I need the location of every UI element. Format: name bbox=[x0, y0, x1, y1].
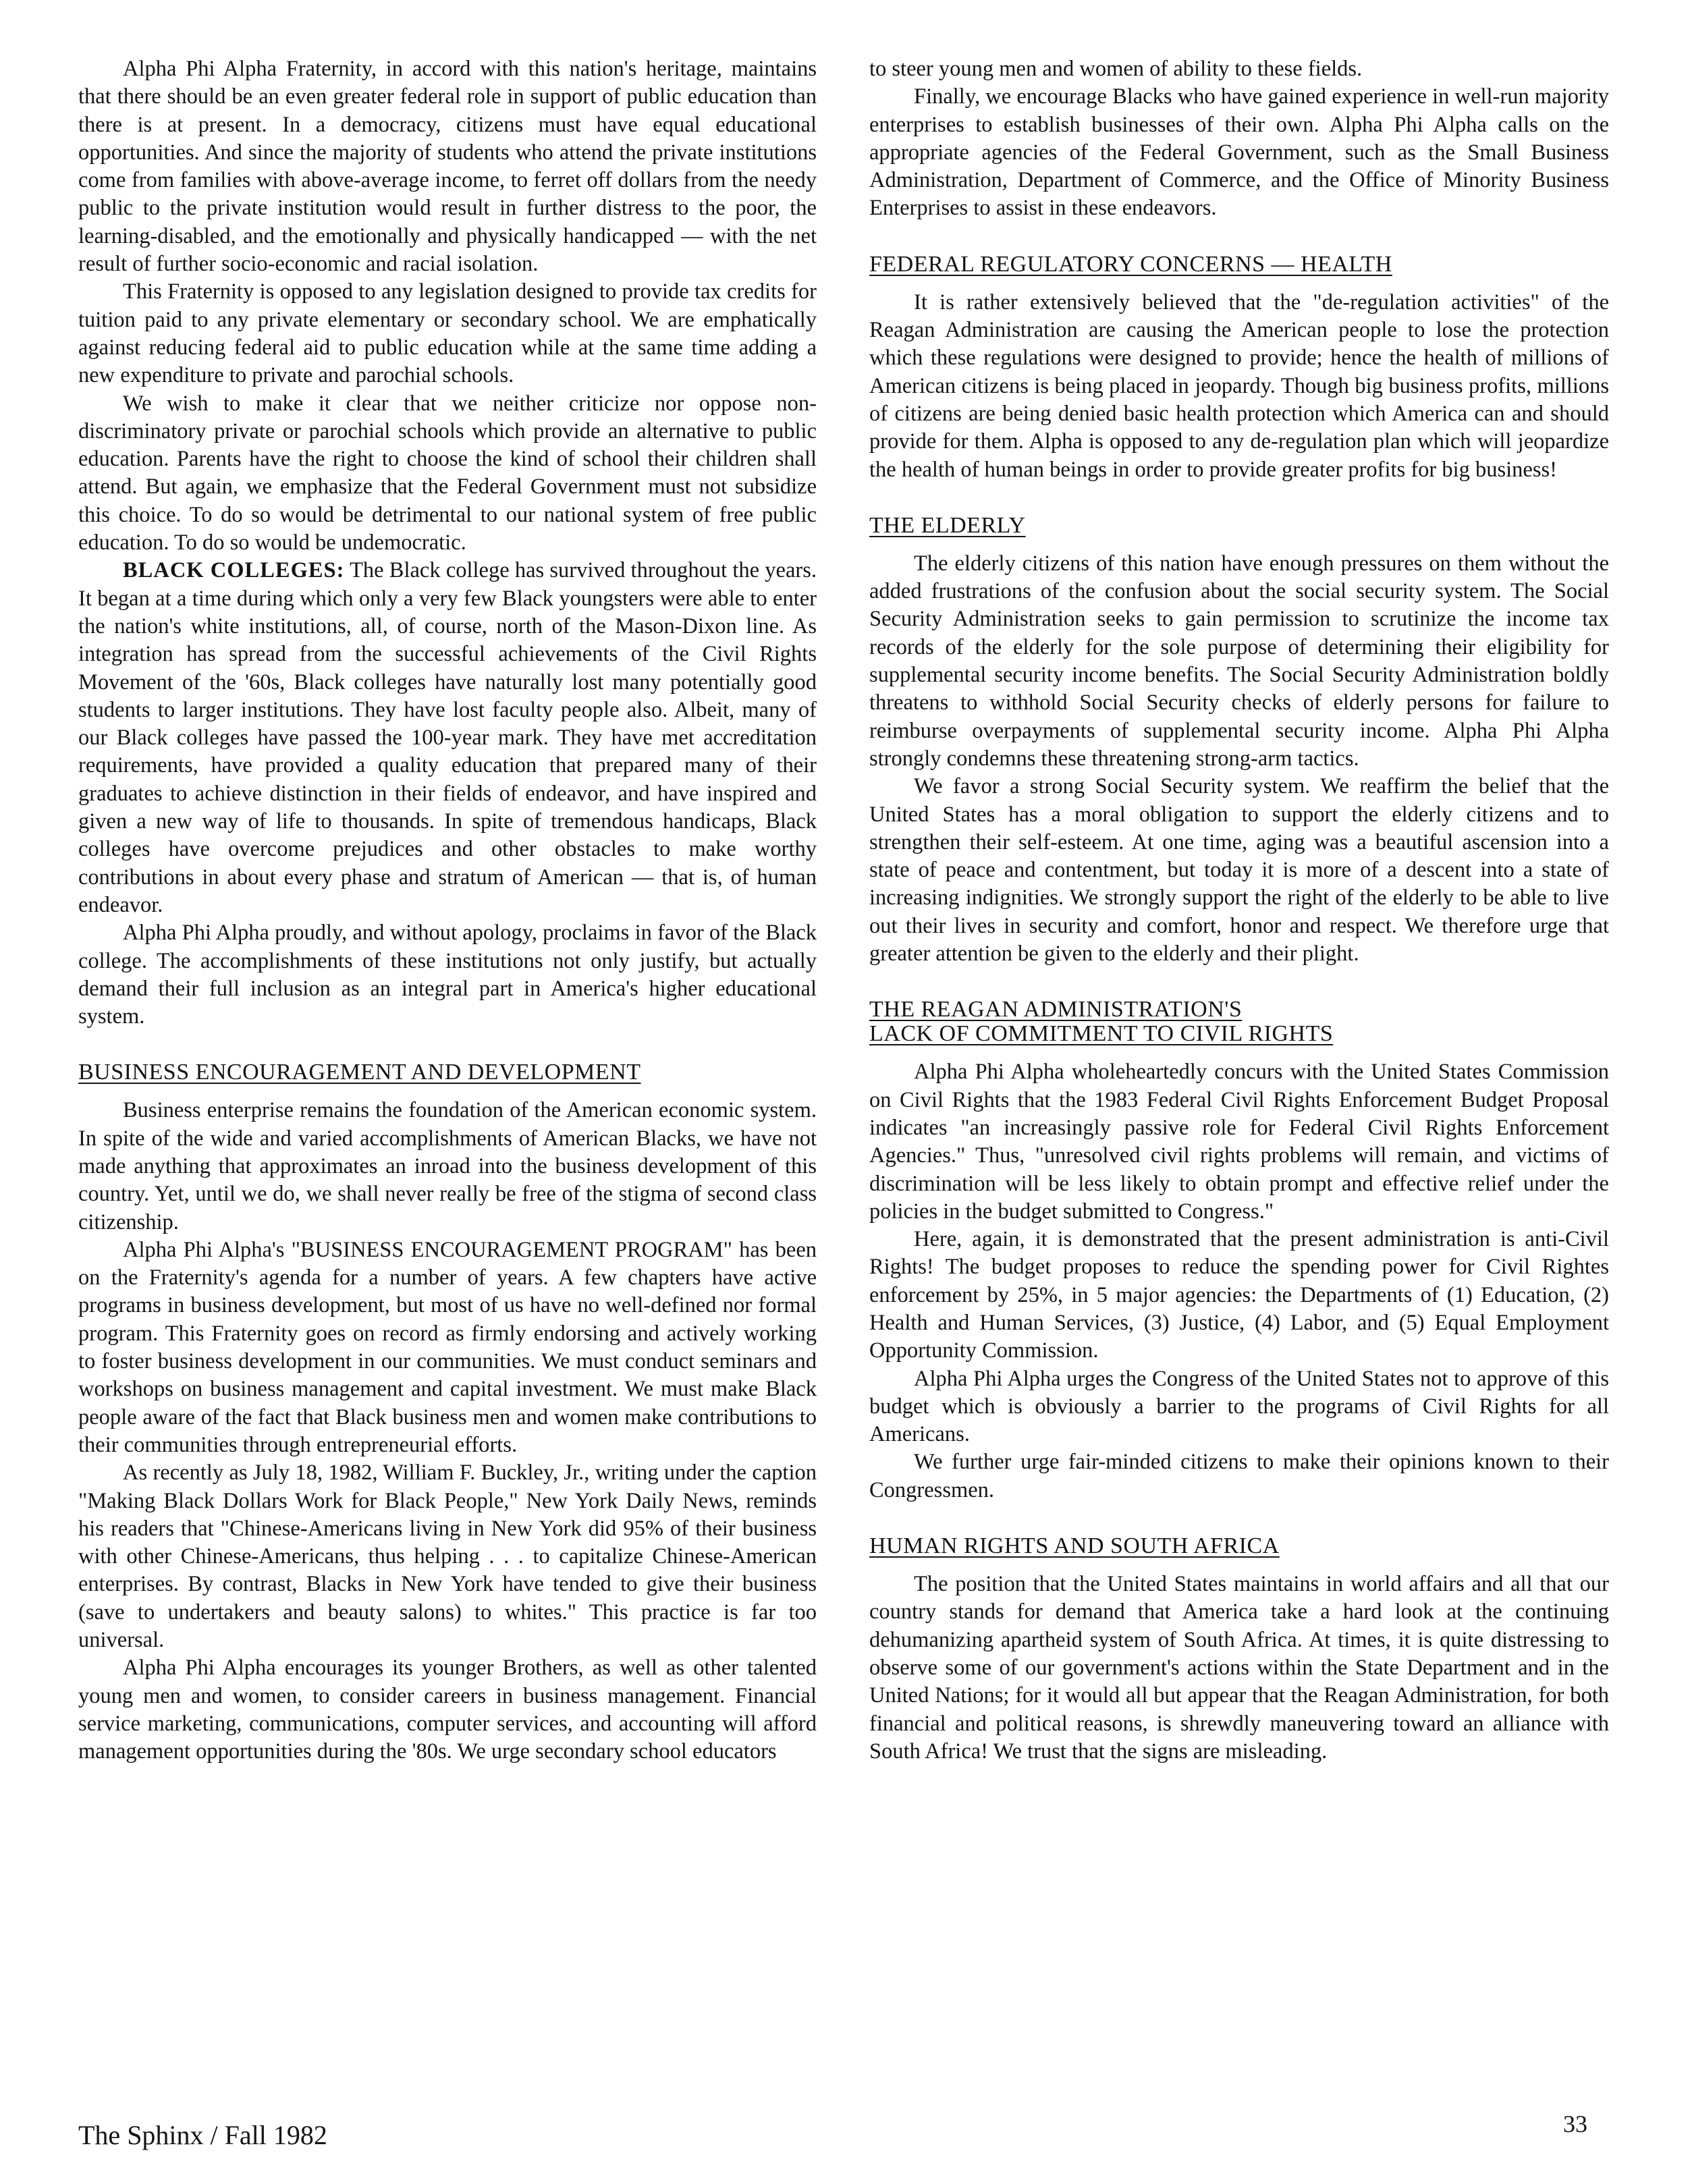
paragraph-continuation: to steer young men and women of ability to these fields. bbox=[869, 57, 1363, 81]
heading-civil-rights-line1: THE REAGAN ADMINISTRATION'S bbox=[869, 997, 1243, 1022]
left-column bbox=[78, 55, 817, 1766]
paragraph-business-closing: Finally, we encourage Blacks who have gained experience in well-run majority enterprises to establish businesses of their own. Alpha Phi Alpha calls on the appropriate agencies of the Federal Government, such as the Small Business Administration, Department of Commerce, and the Office of Minority Business Enterprises to assist in these endeavors. bbox=[869, 84, 1609, 221]
paragraph-private-schools: We wish to make it clear that we neither criticize nor oppose non-discriminatory private or parochial schools which provide an alternative to public education. Parents have the right to choose the kind of school their children shall attend. But again, we emphasize that the Federal Government must not subsidize this choice. To do so would be detrimental to our national system of free public education. To do so would be undemocratic. bbox=[78, 391, 817, 555]
paragraph-business-3: As recently as July 18, 1982, William F. Buckley, Jr., writing under the caption "Making Black Dollars Work for Black People," New York Daily News, reminds his readers that "Chinese-Americans living in New York did 95% of their business with other Chinese-Americans, thus helping . . . to capitalize Chinese-American enterprises. By contrast, Blacks in New York have tended to give their business (save to undertakers and beauty salons) to whites." This practice is far too universal. bbox=[78, 1460, 817, 1653]
paragraph-elderly-1: The elderly citizens of this nation have enough pressures on them without the added frustrations of the confusion about the social security system. The Social Security Administration seeks to gain permission to scrutinize the income tax records of the elderly for the sole purpose of determining their eligibility for supplemental security income benefits. The Social Security Administration boldly threatens to withhold Social Security checks of elderly persons for failure to reimburse overpayments of supplemental security income. Alpha Phi Alpha strongly condemns these threatening strong-arm tactics. bbox=[869, 551, 1609, 771]
paragraph-south-africa: The position that the United States maintains in world affairs and all that our country stands for demand that America take a hard look at the continuing dehumanizing apartheid system of South Africa. At times, it is quite distressing to observe some of our government's actions within the State Department and in the United Nations; for it would all but appear that the Reagan Administration, for both financial and political reasons, is shrewdly maneuvering toward an alliance with South Africa! We trust that the signs are misleading. bbox=[869, 1572, 1609, 1764]
black-colleges-lead: BLACK COLLEGES: bbox=[123, 558, 345, 583]
paragraph-business-1: Business enterprise remains the foundation of the American economic system. In spite of the wide and varied accomplishments of American Blacks, we have not made anything that approximates an inroad into the business development of this country. Yet, until we do, we shall never really be free of the stigma of second class citizenship. bbox=[78, 1098, 817, 1234]
paragraph-federal-role: Alpha Phi Alpha Fraternity, in accord with this nation's heritage, maintains that there should be an even greater federal role in support of public education than there is at present. In a democracy, citizens must have equal educational opportunities. And since the majority of students who attend the private institutions come from families with above-average income, to ferret off dollars from the needy public to the private institution would result in further distress to the poor, the learning-disabled, and the emotionally and physically handicapped — with the net result of further socio-economic and racial isolation. bbox=[78, 57, 817, 277]
heading-health: FEDERAL REGULATORY CONCERNS — HEALTH bbox=[869, 251, 1392, 277]
paragraph-business-4: Alpha Phi Alpha encourages its younger Brothers, as well as other talented young men and women, to consider careers in business management. Financial service marketing, communications, computer services, and accounting will afford management opportunities during the '80s. We urge secondary school educators bbox=[78, 1656, 817, 1764]
heading-south-africa: HUMAN RIGHTS AND SOUTH AFRICA bbox=[869, 1533, 1280, 1559]
paragraph-elderly-2: We favor a strong Social Security system. We reaffirm the belief that the United States has a moral obligation to support the elderly citizens and to strengthen their self-esteem. At one time, aging was a beautiful ascension into a state of peace and contentment, but today it is more of a descent into a state of increasing indignities. We strongly support the right of the elderly to be able to live out their lives in security and comfort, honor and respect. We therefore urge that greater attention be given to the elderly and their plight. bbox=[869, 774, 1609, 966]
heading-civil-rights-line2: LACK OF COMMITMENT TO CIVIL RIGHTS bbox=[869, 1021, 1334, 1047]
paragraph-health: It is rather extensively believed that the "de-regulation activities" of the Reagan Administration are causing the American people to lose the protection which these regulations were designed to provide; hence the health of millions of American citizens is being placed in jeopardy. Though big business profits, millions of citizens are being denied basic health protection which America can and should provide for them. Alpha is opposed to any de-regulation plan which will jeopardize the health of human beings in order to provide greater profits for big business! bbox=[869, 290, 1609, 482]
paragraph-civil-rights-4: We further urge fair-minded citizens to make their opinions known to their Congressmen. bbox=[869, 1450, 1609, 1502]
paragraph-civil-rights-1: Alpha Phi Alpha wholeheartedly concurs with the United States Commission on Civil Rights that the 1983 Federal Civil Rights Enforcement Budget Proposal indicates "an increasingly passive role for Federal Civil Rights Enforcement Agencies." Thus, "unresolved civil rights problems will remain, and victims of discrimination will be less likely to obtain prompt and effective relief under the policies in the budget submitted to Congress." bbox=[869, 1060, 1609, 1224]
paragraph-black-colleges-closing: Alpha Phi Alpha proudly, and without apology, proclaims in favor of the Black college. The accomplishments of these institutions not only justify, but actually demand their full inclusion as an integral part in America's higher educational system. bbox=[78, 921, 817, 1029]
paragraph-tax-credits: This Fraternity is opposed to any legislation designed to provide tax credits for tuition paid to any private elementary or secondary school. We are emphatically against reducing federal aid to public education while at the same time adding a new expenditure to private and parochial schools. bbox=[78, 279, 817, 388]
black-colleges-text: The Black college has survived throughout the years. It began at a time during which only a very few Black youngsters were able to enter the nation's white institutions, all, of course, north of the Mason-Dixon line. As integration has spread from the successful achievements of the Civil Rights Movement of the '60s, Black colleges have naturally lost many potentially good students to larger institutions. They have lost faculty people also. Albeit, many of our Black colleges have passed the 100-year mark. They have met accreditation requirements, have provided a quality education that prepared many of their graduates to achieve distinction in their fields of endeavor, and have inspired and given a new way of life to thousands. In spite of tremendous handicaps, Black colleges have overcome prejudices and other obstacles to make worthy contributions in about every phase and stratum of American — that is, of human endeavor. bbox=[78, 558, 817, 917]
publication-footer: The Sphinx / Fall 1982 bbox=[78, 2120, 327, 2150]
paragraph-black-colleges bbox=[78, 557, 817, 919]
paragraph-business-2: Alpha Phi Alpha's "BUSINESS ENCOURAGEMENT PROGRAM" has been on the Fraternity's agenda for a number of years. A few chapters have active programs in business development, but most of us have no well-defined nor formal program. This Fraternity goes on record as firmly endorsing and actively working to foster business development in our communities. We must conduct seminars and workshops on business management and capital investment. We must make Black people aware of the fact that Black business men and women make contributions to their communities through entrepreneurial efforts. bbox=[78, 1237, 817, 1457]
page-number: 33 bbox=[1563, 2110, 1587, 2137]
paragraph-civil-rights-3: Alpha Phi Alpha urges the Congress of the United States not to approve of this budget which is obviously a barrier to the programs of Civil Rights for all Americans. bbox=[869, 1366, 1609, 1447]
heading-business: BUSINESS ENCOURAGEMENT AND DEVELOPMENT bbox=[78, 1060, 641, 1085]
heading-elderly: THE ELDERLY bbox=[869, 512, 1026, 538]
heading-civil-rights bbox=[869, 998, 1609, 1047]
right-column bbox=[869, 55, 1609, 1766]
paragraph-civil-rights-2: Here, again, it is demonstrated that the present administration is anti-Civil Rights! The budget proposes to reduce the spending power for Civil Rightes enforcement by 25%, in 5 major agencies: the Departments of (1) Education, (2) Health and Human Services, (3) Justice, (4) Labor, and (5) Equal Employment Opportunity Commission. bbox=[869, 1227, 1609, 1363]
